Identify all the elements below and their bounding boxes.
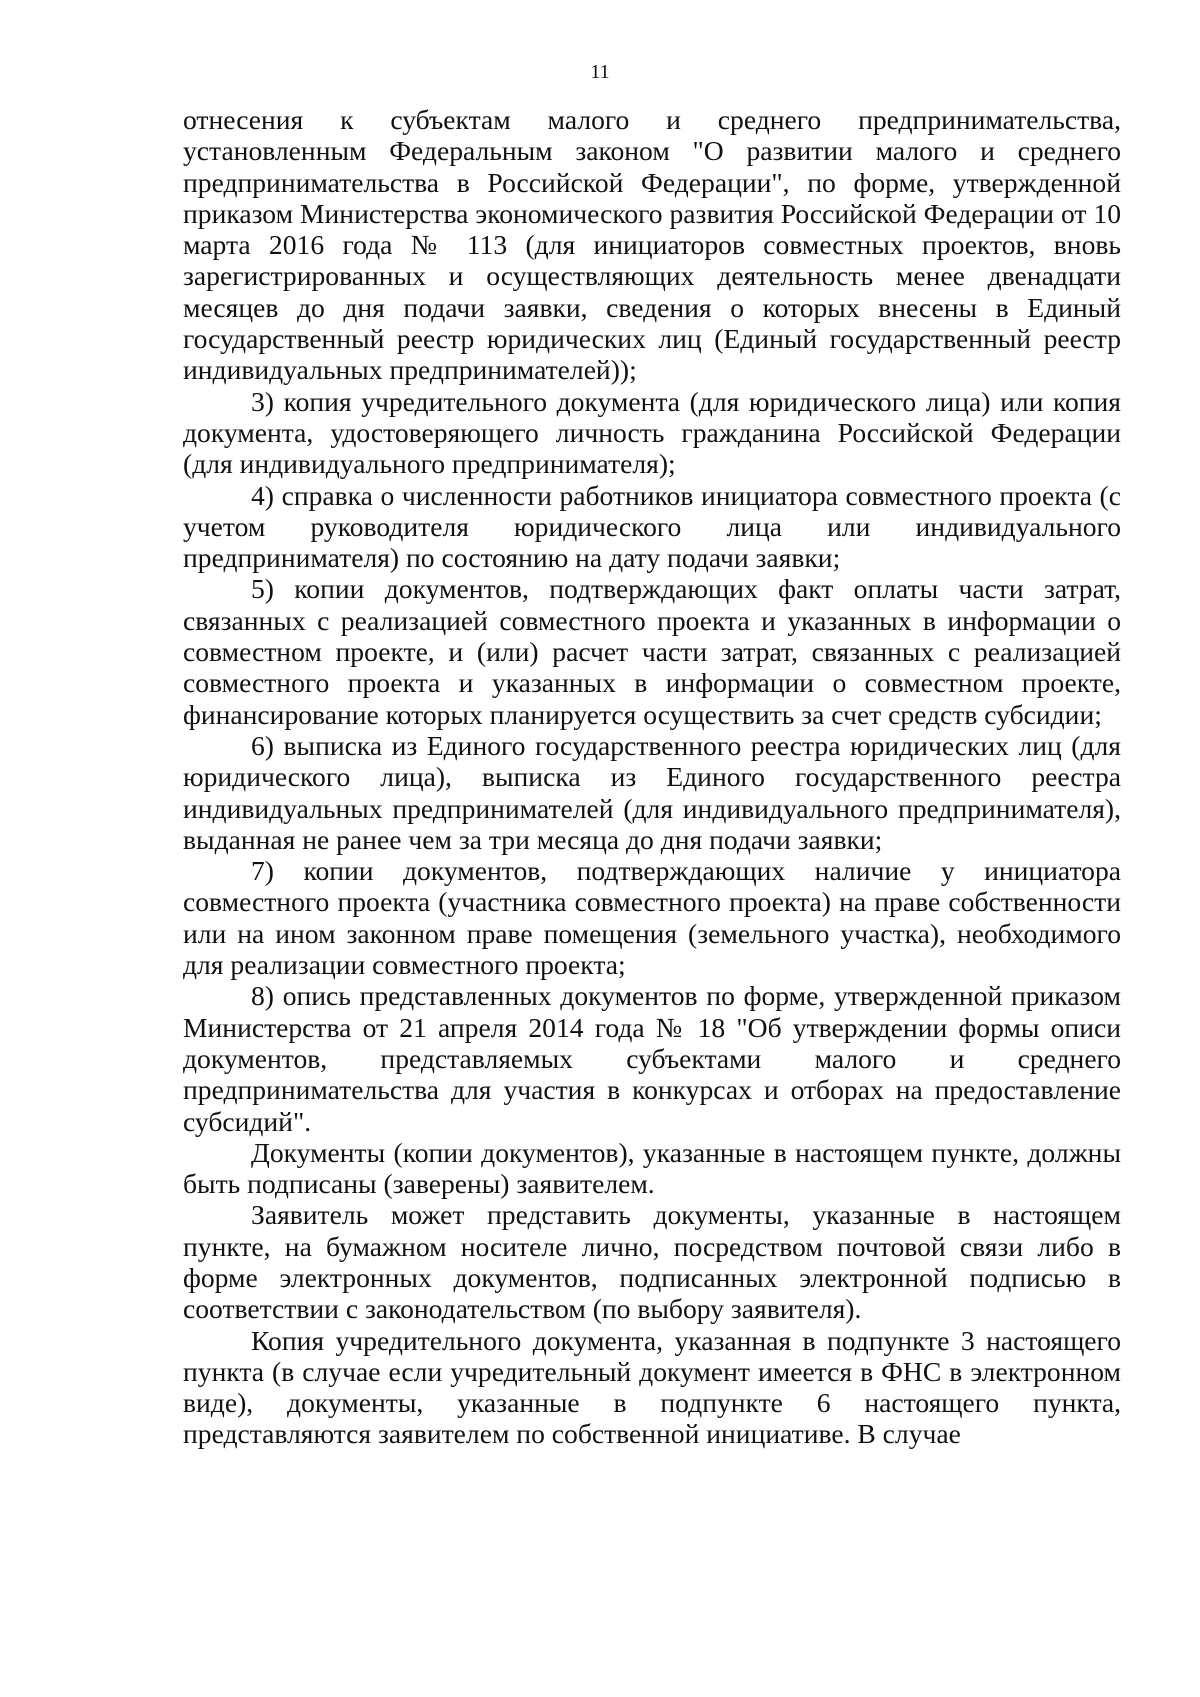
page-number: 11 xyxy=(590,61,610,83)
paragraph-item-5: 5) копии документов, подтверждающих факт оплаты части затрат, связанных с реализацией совместного проекта и указанных в информации о совместном проекте, и (или) расчет части затрат, связанных с реализацией совместного проекта и указанных в информации о совместном проекте, финансирование которых планируется осуществить за счет средств субсидии; xyxy=(183,573,1121,730)
paragraph-submission-methods: Заявитель может представить документы, указанные в настоящем пункте, на бумажном носителе лично, посредством почтовой связи либо в форме электронных документов, подписанных электронной подписью в соответствии с законодательством (по выбору заявителя). xyxy=(183,1199,1121,1325)
paragraph-item-6: 6) выписка из Единого государственного реестра юридических лиц (для юридического лица), выписка из Единого государственного реестра индивидуальных предпринимателей (для индивидуального предпринимателя), выданная не ранее чем за три месяца до дня подачи заявки; xyxy=(183,729,1121,855)
paragraph-initiative-documents: Копия учредительного документа, указанная в подпункте 3 настоящего пункта (в случае если учредительный документ имеется в ФНС в электронном виде), документы, указанные в подпункте 6 настоящего пункта, представляются заявителем по собственной инициативе. В случае xyxy=(183,1324,1121,1450)
paragraph-item-3: 3) копия учредительного документа (для юридического лица) или копия документа, удостоверяющего личность гражданина Российской Федерации (для индивидуального предпринимателя); xyxy=(183,385,1121,480)
paragraph-item-7: 7) копии документов, подтверждающих наличие у инициатора совместного проекта (участника совместного проекта) на праве собственности или на ином законном праве помещения (земельного участка), необходимого для реализации совместного проекта; xyxy=(183,855,1121,981)
paragraph-signature-requirement: Документы (копии документов), указанные в настоящем пункте, должны быть подписаны (заверены) заявителем. xyxy=(183,1136,1121,1200)
document-body xyxy=(183,104,1121,1450)
paragraph-item-8: 8) опись представленных документов по форме, утвержденной приказом Министерства от 21 апреля 2014 года № 18 "Об утверждении формы описи документов, представляемых субъектами малого и среднего предпринимательства для участия в конкурсах и отборах на предоставление субсидий". xyxy=(183,980,1121,1137)
paragraph-item-4: 4) справка о численности работников инициатора совместного проекта (с учетом руководителя юридического лица или индивидуального предпринимателя) по состоянию на дату подачи заявки; xyxy=(183,479,1121,574)
paragraph-continuation: отнесения к субъектам малого и среднего предпринимательства, установленным Федеральным законом "О развитии малого и среднего предпринимательства в Российской Федерации", по форме, утвержденной приказом Министерства экономического развития Российской Федерации от 10 марта 2016 года № 113 (для инициаторов совместных проектов, вновь зарегистрированных и осуществляющих деятельность менее двенадцати месяцев до дня подачи заявки, сведения о которых внесены в Единый государственный реестр юридических лиц (Единый государственный реестр индивидуальных предпринимателей)); xyxy=(183,104,1121,386)
